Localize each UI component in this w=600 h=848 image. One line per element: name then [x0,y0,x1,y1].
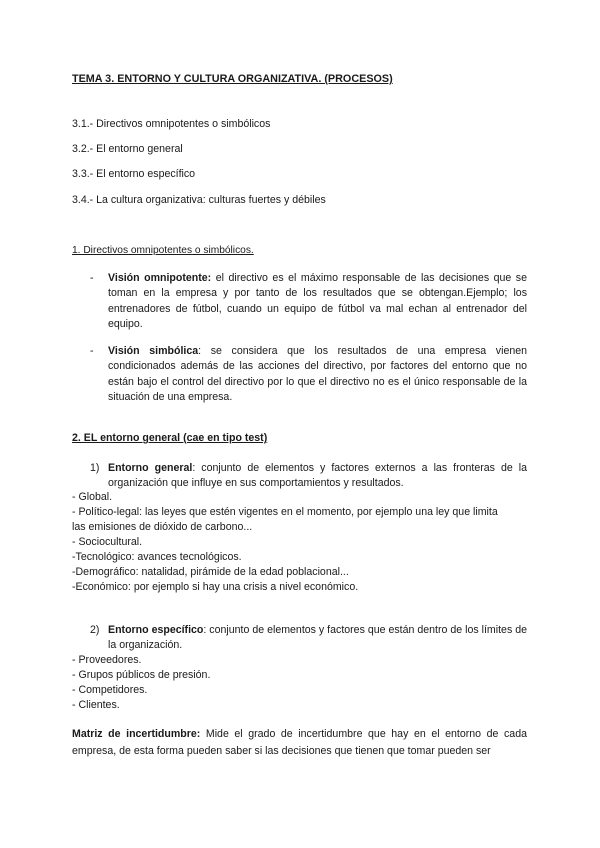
matriz-incertidumbre-paragraph [72,726,527,759]
bullet-term: Visión omnipotente: [108,272,212,284]
toc-item-3: 3.3.- El entorno específico [72,168,196,180]
toc-item-1: 3.1.- Directivos omnipotentes o simbólicos [72,118,271,130]
bullet-text: : se considera que los resultados de una empresa vienen condicionados además de las acciones del directivo, por factores del entorno que no están bajo el control del directivo por lo que el directivo no es el único responsable de la situación de una empresa. [108,345,528,404]
list-item: -Demográfico: natalidad, pirámide de la edad poblacional... [72,566,349,578]
document-title: TEMA 3. ENTORNO Y CULTURA ORGANIZATIVA. (PROCESOS) [72,73,393,85]
paragraph-text: Mide el grado de incertidumbre que hay en el entorno de cada empresa, de esta forma pueden saber si las decisiones que tienen que tomar pueden ser [72,728,527,757]
section-1-heading: 1. Directivos omnipotentes o simbólicos. [72,245,254,256]
toc-item-2: 3.2.- El entorno general [72,143,183,155]
list-item: las emisiones de dióxido de carbono... [72,521,253,533]
bullet-term: Visión simbólica [108,345,199,357]
numbered-marker: 2) [90,624,100,636]
numbered-marker: 1) [90,462,100,474]
definition-term: Entorno general [108,462,193,474]
paragraph-term: Matriz de incertidumbre: [72,728,201,740]
definition-text: : conjunto de elementos y factores que están dentro de los límites de la organización. [108,624,527,652]
toc-item-4: 3.4.- La cultura organizativa: culturas fuertes y débiles [72,194,326,206]
bullet-vision-omnipotente [108,271,527,333]
list-item: - Clientes. [72,699,120,711]
bullet-text: el directivo es el máximo responsable de las decisiones que se toman en la empresa y por tanto de los resultados que se obtengan.Ejemplo; los entrenadores de fútbol, cuando un equipo de fútbol va mal echan al entrenador del equipo. [108,272,527,331]
list-item: -Económico: por ejemplo si hay una crisis a nivel económico. [72,581,359,593]
list-item: - Sociocultural. [72,536,143,548]
list-item: - Proveedores. [72,654,142,666]
entorno-especifico-definition [108,623,527,654]
list-item: - Político-legal: las leyes que estén vigentes en el momento, por ejemplo una ley que limita [72,506,498,518]
list-item: -Tecnológico: avances tecnológicos. [72,551,242,563]
list-item: - Global. [72,491,113,503]
list-item: - Grupos públicos de presión. [72,669,211,681]
section-2-heading: 2. EL entorno general (cae en tipo test) [72,432,268,444]
bullet-vision-simbolica [108,344,527,406]
bullet-marker: - [90,345,94,357]
entorno-general-definition [108,461,527,492]
definition-text: : conjunto de elementos y factores externos a las fronteras de la organización que influye en sus comportamientos y resultados. [108,462,527,490]
definition-term: Entorno específico [108,624,204,636]
bullet-marker: - [90,272,94,284]
list-item: - Competidores. [72,684,148,696]
